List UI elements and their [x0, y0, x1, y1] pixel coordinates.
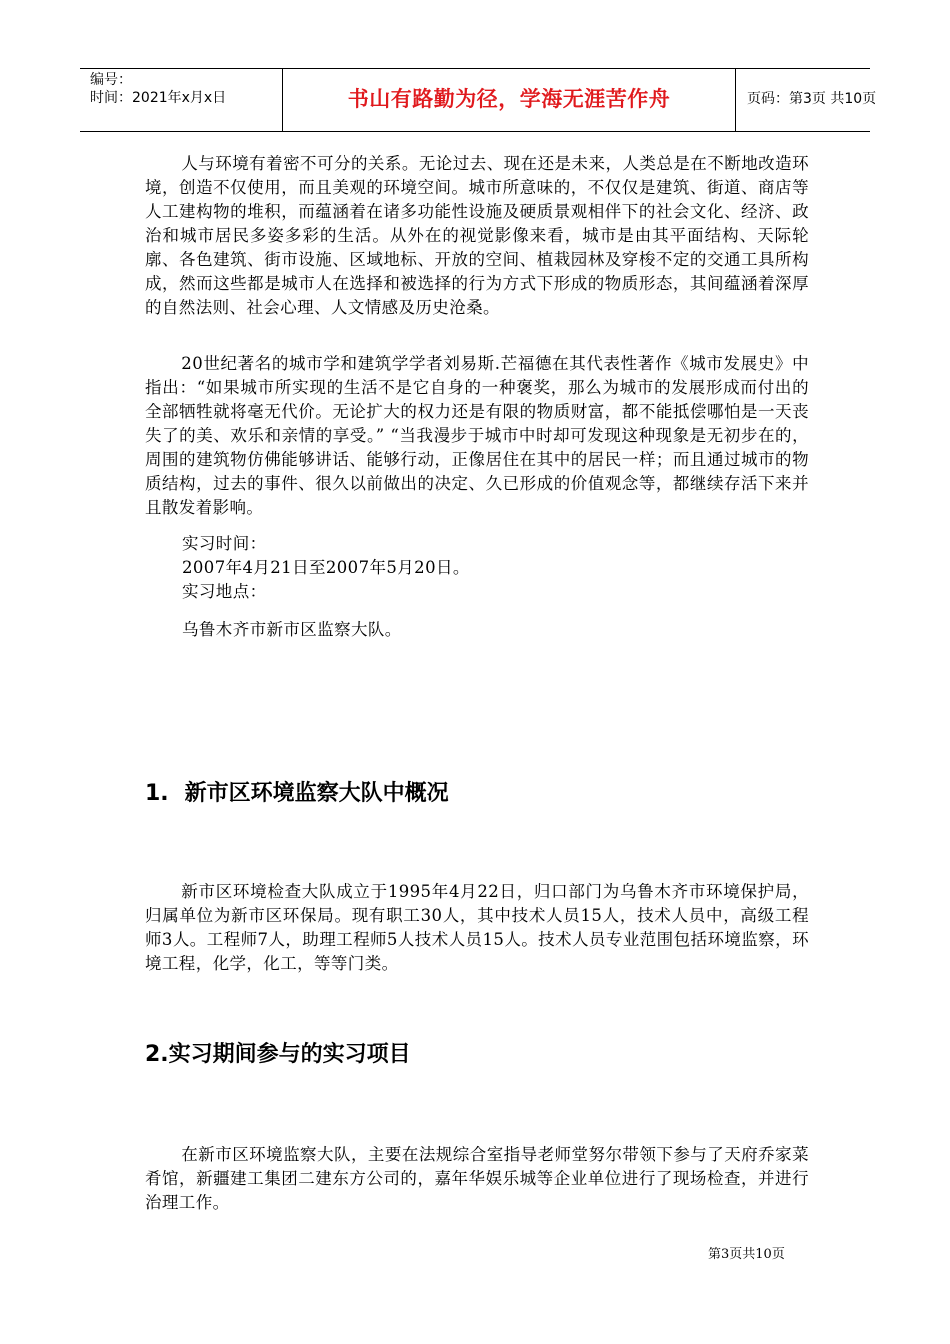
section-1-paragraph: 新市区环境检查大队成立于1995年4月22日，归口部门为乌鲁木齐市环境保护局，归属单位为新市区环保局。现有职工30人，其中技术人员15人，技术人员中，高级工程师3人。工程师7人，助理工程师5人技术人员15人。技术人员专业范围包括环境监察，环境工程，化学，化工，等等门类。: [145, 882, 809, 973]
section-1-title: 新市区环境监察大队中概况: [184, 781, 449, 806]
document-time-label: 时间：2021年x月x日: [90, 90, 227, 106]
internship-place-value: 乌鲁木齐市新市区监察大队。: [182, 620, 402, 639]
intro-paragraph-2: 20世纪著名的城市学和建筑学学者刘易斯.芒福德在其代表性著作《城市发展史》中指出：“如果城市所实现的生活不是它自身的一种褒奖，那么为城市的发展形成而付出的全部牺牲就将毫无代价。无论扩大的权力还是有限的物质财富，都不能抵偿哪怕是一天丧失了的美、欢乐和亲情的享受。” “当我漫步于城市中时却可发现这种现象是无初步在的，周围的建筑物仿佛能够讲话、能够行动，正像居住在其中的居民一样；而且通过城市的物质结构，过去的事件、很久以前做出的决定、久已形成的价值观念等，都继续存活下来并且散发着影响。: [145, 354, 809, 517]
section-1-number: 1.: [145, 781, 169, 806]
header-page-number: 页码：第3页 共10页: [747, 91, 877, 107]
page-header: [80, 68, 877, 132]
section-2-paragraph: 在新市区环境监察大队，主要在法规综合室指导老师堂努尔带领下参与了天府乔家菜肴馆，新疆建工集团二建东方公司的，嘉年华娱乐城等企业单位进行了现场检查，并进行治理工作。: [145, 1145, 809, 1212]
internship-place-label: 实习地点：: [182, 582, 267, 601]
header-meta-cell: [80, 69, 282, 131]
document-number-label: 编号：: [90, 72, 132, 88]
header-motto: 书山有路勤为径，学海无涯苦作舟: [347, 87, 671, 111]
header-motto-cell: [282, 69, 736, 131]
page-footer: 第3页共10页: [708, 1247, 785, 1262]
internship-time-value: 2007年4月21日至2007年5月20日。: [182, 558, 470, 577]
section-1-heading: [145, 779, 449, 809]
header-page-cell: [735, 69, 877, 131]
intro-paragraph-1: 人与环境有着密不可分的关系。无论过去、现在还是未来，人类总是在不断地改造环境，创造不仅使用，而且美观的环境空间。城市所意味的，不仅仅是建筑、街道、商店等人工建构物的堆积，而蕴涵着在诸多功能性设施及硬质景观相伴下的社会文化、经济、政治和城市居民多姿多彩的生活。从外在的视觉影像来看，城市是由其平面结构、天际轮廓、各色建筑、街市设施、区域地标、开放的空间、植栽园林及穿梭不定的交通工具所构成，然而这些都是城市人在选择和被选择的行为方式下形成的物质形态，其间蕴涵着深厚的自然法则、社会心理、人文情感及历史沧桑。: [145, 154, 809, 317]
section-2-heading: 2.实习期间参与的实习项目: [145, 1042, 411, 1067]
internship-time-label: 实习时间：: [182, 534, 267, 553]
